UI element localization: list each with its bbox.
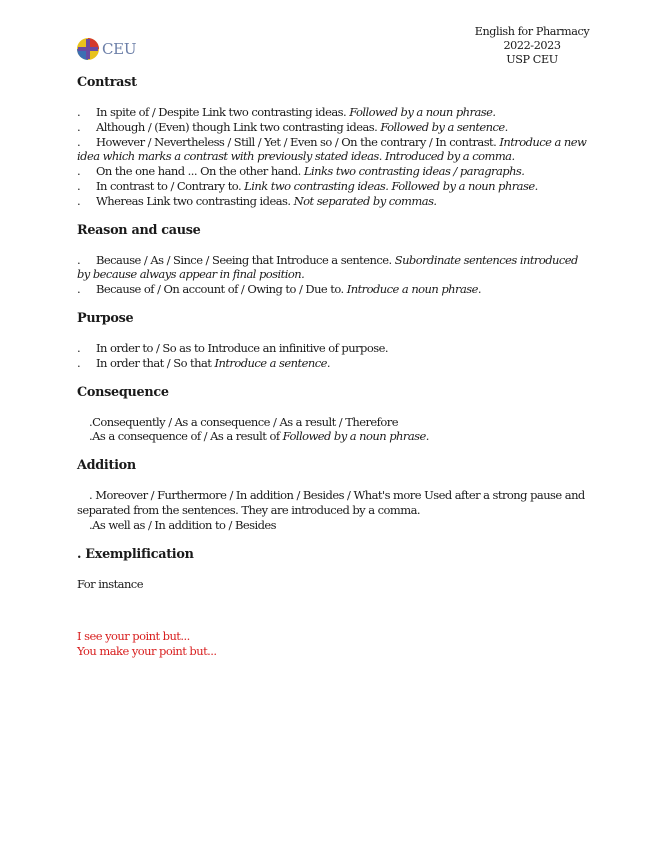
red-note: You make your point but... bbox=[77, 644, 217, 659]
list-item: . On the one hand ... On the other hand. Links two contrasting ideas / paragraphs. bbox=[77, 164, 525, 179]
reason-list bbox=[77, 253, 587, 297]
list-item: . In order that / So that Introduce a sentence. bbox=[77, 355, 330, 370]
list-item: . Whereas Link two contrasting ideas. Not separated by commas. bbox=[77, 193, 437, 208]
list-item: . Although / (Even) though Link two contrasting ideas. Followed by a sentence. bbox=[77, 119, 508, 134]
consequence-list bbox=[77, 415, 587, 445]
ceu-emblem-icon bbox=[76, 37, 100, 61]
section-title-exemplification: . Exemplification bbox=[77, 546, 194, 562]
list-item: . Because / As / Since / Seeing that Introduce a sentence. Subordinate sentences introduced by because always appear in final position. bbox=[77, 252, 578, 282]
list-item: . Moreover / Furthermore / In addition / Besides / What's more Used after a strong pause and separated from the sentences. They are introduced by a comma. bbox=[77, 488, 585, 517]
purpose-list bbox=[77, 341, 587, 371]
list-item: . In contrast to / Contrary to. Link two contrasting ideas. Followed by a noun phrase. bbox=[77, 178, 538, 193]
academic-year: 2022-2023 bbox=[503, 39, 561, 52]
list-item: . However / Nevertheless / Still / Yet / Even so / On the contrary / In contrast. Introduce a new idea which marks a contrast with previously stated ideas. Introduced by a comma. bbox=[77, 134, 587, 164]
list-item: .As well as / In addition to / Besides bbox=[89, 517, 277, 532]
addition-list bbox=[77, 488, 587, 532]
exemplification-text: For instance bbox=[77, 576, 143, 591]
ceu-logo bbox=[76, 37, 136, 61]
list-item: . In order to / So as to Introduce an infinitive of purpose. bbox=[77, 340, 388, 355]
section-title-purpose: Purpose bbox=[77, 310, 134, 326]
list-item: .As a consequence of / As a result of Followed by a noun phrase. bbox=[89, 429, 429, 444]
section-title-reason-and-cause: Reason and cause bbox=[77, 222, 201, 238]
document-header bbox=[457, 25, 607, 67]
red-notes bbox=[77, 629, 587, 659]
list-item: .Consequently / As a consequence / As a result / Therefore bbox=[89, 414, 398, 429]
list-item: . In spite of / Despite Link two contrasting ideas. Followed by a noun phrase. bbox=[77, 105, 496, 119]
course-title: English for Pharmacy bbox=[474, 25, 590, 38]
section-title-contrast: Contrast bbox=[77, 75, 137, 90]
list-item: . Because of / On account of / Owing to / Due to. Introduce a noun phrase. bbox=[77, 282, 482, 297]
contrast-list bbox=[77, 105, 587, 209]
document-body bbox=[77, 74, 587, 659]
logo-text: CEU bbox=[102, 40, 137, 58]
institution-name: USP CEU bbox=[506, 53, 558, 66]
section-title-consequence: Consequence bbox=[77, 384, 169, 400]
red-note: I see your point but... bbox=[77, 629, 190, 644]
section-title-addition: Addition bbox=[77, 458, 136, 474]
